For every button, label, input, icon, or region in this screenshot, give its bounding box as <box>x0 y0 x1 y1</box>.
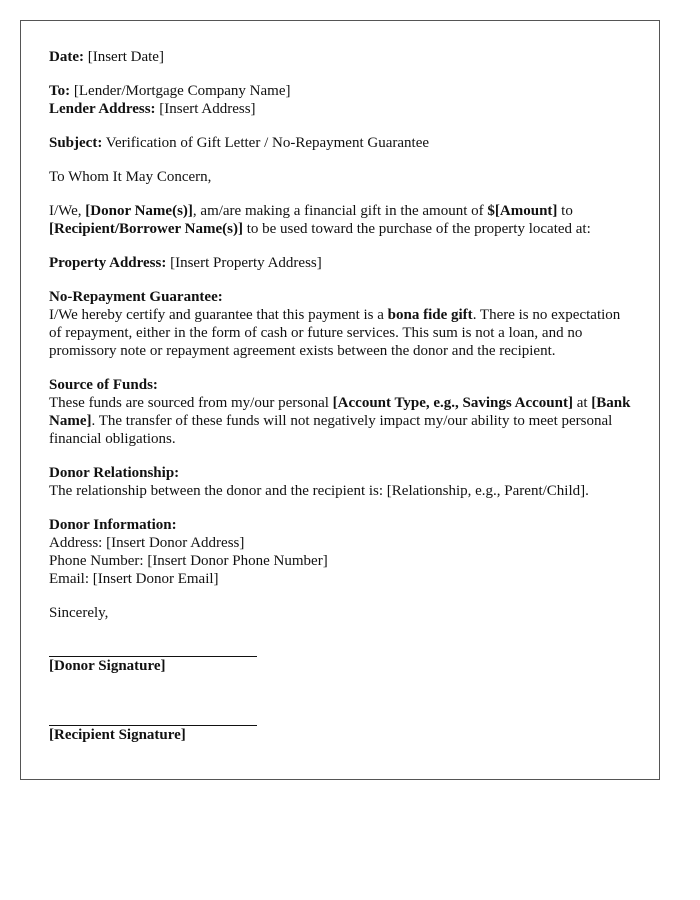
bona-fide-gift-text: bona fide gift <box>387 307 473 323</box>
to-line <box>49 82 631 100</box>
intro-text-4: to be used toward the purchase of the property located at: <box>242 221 591 237</box>
intro-text-1: I/We, <box>49 203 86 219</box>
property-address-value: [Insert Property Address] <box>166 255 322 271</box>
property-address-label: Property Address: <box>49 255 167 271</box>
letter-document <box>20 20 660 780</box>
donor-relationship-text: The relationship between the donor and the recipient is: [Relationship, e.g., Parent/Child]. <box>49 483 589 499</box>
closing: Sincerely, <box>49 605 109 621</box>
donor-relationship-heading: Donor Relationship: <box>49 465 180 481</box>
recipient-names-placeholder: [Recipient/Borrower Name(s)] <box>49 221 243 237</box>
intro-paragraph <box>49 202 631 238</box>
source-text-3: . The transfer of these funds will not negatively impact my/our ability to meet personal financial obligations. <box>49 413 613 447</box>
bank-name-placeholder: [Bank Name] <box>49 395 631 429</box>
intro-text-2: , am/are making a financial gift in the amount of <box>192 203 488 219</box>
signature-spacer <box>49 622 631 656</box>
account-type-placeholder: [Account Type, e.g., Savings Account] <box>332 395 573 411</box>
donor-phone-line: Phone Number: [Insert Donor Phone Number] <box>49 553 328 569</box>
subject-value: Verification of Gift Letter / No-Repayment Guarantee <box>102 135 430 151</box>
subject-label: Subject: <box>49 135 103 151</box>
no-repayment-text-2: . There is no expectation of repayment, either in the form of cash or future services. This sum is not a loan, and no promissory note or repayment agreement exists between the donor and the recipient. <box>49 307 621 359</box>
signature-spacer-2 <box>49 691 631 725</box>
no-repayment-text-1: I/We hereby certify and guarantee that this payment is a <box>49 307 388 323</box>
source-text-2: at <box>572 395 592 411</box>
lender-address-value: [Insert Address] <box>155 101 256 117</box>
to-value: [Lender/Mortgage Company Name] <box>70 83 291 99</box>
intro-text-3: to <box>557 203 573 219</box>
source-of-funds-heading: Source of Funds: <box>49 377 158 393</box>
no-repayment-section <box>49 288 631 360</box>
source-text-1: These funds are sourced from my/our personal <box>49 395 333 411</box>
property-address-line <box>49 254 631 272</box>
donor-information-section <box>49 516 631 588</box>
source-of-funds-section <box>49 376 631 448</box>
amount-placeholder: $[Amount] <box>487 203 558 219</box>
donor-relationship-section <box>49 464 631 500</box>
donor-signature-label: [Donor Signature] <box>49 658 166 674</box>
date-line <box>49 48 631 66</box>
subject-line <box>49 134 631 152</box>
recipient-signature-label: [Recipient Signature] <box>49 727 186 743</box>
donor-information-heading: Donor Information: <box>49 517 177 533</box>
lender-address-label: Lender Address: <box>49 101 156 117</box>
no-repayment-heading: No-Repayment Guarantee: <box>49 289 223 305</box>
donor-names-placeholder: [Donor Name(s)] <box>85 203 193 219</box>
lender-address-line <box>49 100 631 118</box>
donor-email-line: Email: [Insert Donor Email] <box>49 571 219 587</box>
to-label: To: <box>49 83 71 99</box>
date-value: [Insert Date] <box>83 49 164 65</box>
donor-address-line: Address: [Insert Donor Address] <box>49 535 245 551</box>
date-label: Date: <box>49 49 84 65</box>
salutation: To Whom It May Concern, <box>49 169 212 185</box>
